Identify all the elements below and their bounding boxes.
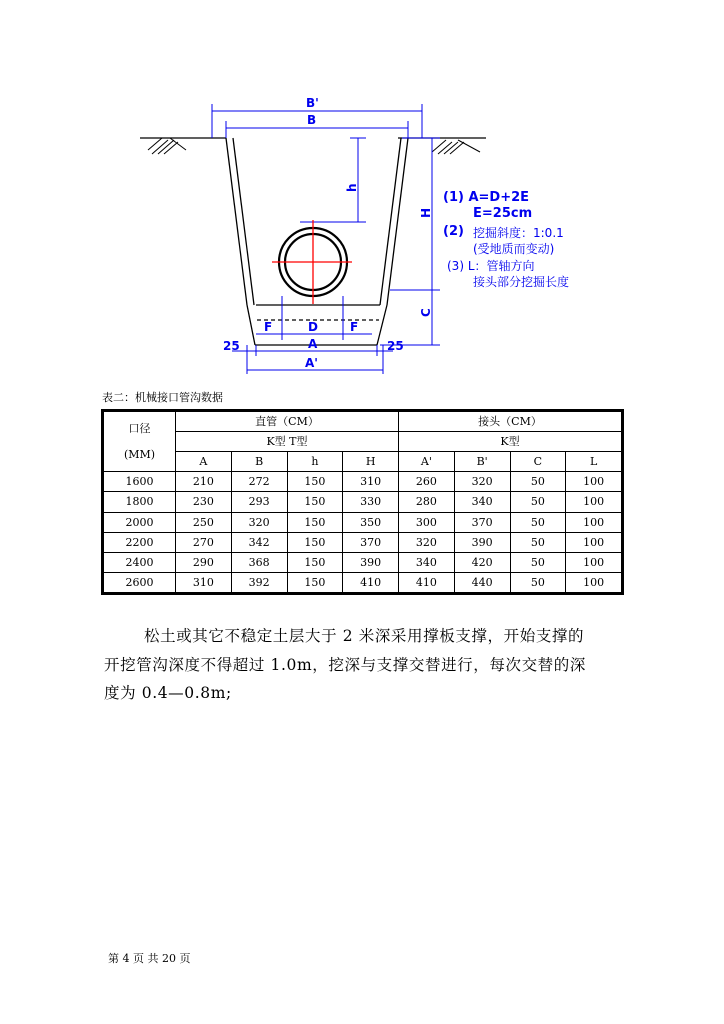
table-cell: 272 — [231, 472, 287, 492]
table-cell: 350 — [343, 512, 399, 532]
table-cell: 1800 — [104, 492, 176, 512]
table-cell: 320 — [231, 512, 287, 532]
soil-hatch-left — [148, 138, 186, 154]
table-cell: 100 — [566, 552, 622, 572]
page-footer: 第 4 页 共 20 页 — [108, 952, 191, 965]
pipe-center-crosshair — [272, 220, 352, 304]
table-cell: 280 — [399, 492, 455, 512]
table-cell: 420 — [454, 552, 510, 572]
table-cell: 368 — [231, 552, 287, 572]
dim-label-h-small: h — [345, 183, 359, 192]
table-cell: 340 — [399, 552, 455, 572]
column-header: h — [287, 452, 343, 472]
table-cell: 50 — [510, 512, 566, 532]
table-cell: 390 — [343, 552, 399, 572]
body-paragraph — [104, 622, 624, 708]
header-joint: 接头（CM） — [399, 412, 622, 432]
table-cell: 320 — [454, 472, 510, 492]
trench-cross-section-diagram — [0, 0, 724, 385]
table-cell: 2600 — [104, 572, 176, 592]
dim-label-b-prime: B' — [306, 96, 319, 110]
table-caption: 表二：机械接口管沟数据 — [102, 391, 223, 404]
soil-hatch-right — [432, 140, 480, 154]
table-cell: 150 — [287, 532, 343, 552]
dim-label-a: A — [308, 337, 318, 351]
note-2-prefix: (2) — [443, 224, 464, 239]
header-straight-pipe: 直管（CM） — [176, 412, 399, 432]
table-cell: 340 — [454, 492, 510, 512]
table-cell: 50 — [510, 572, 566, 592]
note-3-line-1: (3) L：管轴方向 — [447, 259, 535, 273]
column-header: B — [231, 452, 287, 472]
table-cell: 2000 — [104, 512, 176, 532]
table-cell: 370 — [454, 512, 510, 532]
table-cell: 150 — [287, 492, 343, 512]
table-cell: 250 — [176, 512, 232, 532]
table-cell: 50 — [510, 552, 566, 572]
table-row — [104, 512, 622, 532]
bedding-wall-left — [247, 305, 255, 345]
paragraph-line-1: 松土或其它不稳定土层大于 2 米深采用撑板支撑，开始支撑的 — [144, 627, 585, 645]
note-2-line-1: 挖掘斜度：1:0.1 — [473, 226, 564, 240]
paragraph-line-3: 度为 0.4—0.8m; — [104, 684, 232, 702]
table-cell: 410 — [399, 572, 455, 592]
table-cell: 100 — [566, 572, 622, 592]
dim-label-f-left: F — [264, 320, 273, 334]
dim-label-b: B — [307, 113, 317, 127]
note-1-line-1: (1) A=D+2E — [443, 190, 530, 205]
table-cell: 330 — [343, 492, 399, 512]
paragraph-line-2: 开挖管沟深度不得超过 1.0m，挖深与支撑交替进行，每次交替的深 — [104, 655, 586, 674]
table-cell: 150 — [287, 472, 343, 492]
note-1-line-2: E=25cm — [473, 206, 533, 221]
table-cell: 293 — [231, 492, 287, 512]
table-cell: 50 — [510, 472, 566, 492]
table-cell: 342 — [231, 532, 287, 552]
column-header: A' — [399, 452, 455, 472]
table-cell: 270 — [176, 532, 232, 552]
table-cell: 392 — [231, 572, 287, 592]
table-row — [104, 572, 622, 592]
table-cell: 290 — [176, 552, 232, 572]
column-headers — [104, 452, 622, 472]
column-header: A — [176, 452, 232, 472]
table-cell: 150 — [287, 552, 343, 572]
note-2-line-2: (受地质而变动) — [473, 242, 555, 256]
table-cell: 2200 — [104, 532, 176, 552]
column-header: H — [343, 452, 399, 472]
table-row — [104, 552, 622, 572]
dim-label-25-left: 25 — [223, 339, 240, 353]
table-cell: 2400 — [104, 552, 176, 572]
table-cell: 50 — [510, 532, 566, 552]
table-cell: 150 — [287, 512, 343, 532]
table-cell: 440 — [454, 572, 510, 592]
table-cell: 100 — [566, 532, 622, 552]
table-cell: 260 — [399, 472, 455, 492]
note-3-line-2: 接头部分挖掘长度 — [473, 275, 570, 289]
header-joint-type: K型 — [399, 432, 622, 452]
trench-data-table — [101, 409, 624, 595]
column-header: L — [566, 452, 622, 472]
dim-label-c: C — [419, 308, 433, 317]
table-cell: 370 — [343, 532, 399, 552]
table-cell: 320 — [399, 532, 455, 552]
table-cell: 210 — [176, 472, 232, 492]
table-cell: 100 — [566, 512, 622, 532]
table-row — [104, 472, 622, 492]
table-cell: 230 — [176, 492, 232, 512]
column-header: B' — [454, 452, 510, 472]
table-cell: 310 — [343, 472, 399, 492]
table-cell: 150 — [287, 572, 343, 592]
table-cell: 300 — [399, 512, 455, 532]
dim-label-a-prime: A' — [305, 356, 318, 370]
table-row — [104, 532, 622, 552]
table-cell: 100 — [566, 492, 622, 512]
header-straight-pipe-type: K型 T型 — [176, 432, 399, 452]
table-cell: 1600 — [104, 472, 176, 492]
table-row — [104, 492, 622, 512]
header-diameter: 口径 (MM) — [104, 412, 176, 472]
dim-label-d: D — [308, 320, 318, 334]
table-cell: 310 — [176, 572, 232, 592]
bedding-wall-right — [377, 305, 387, 345]
dim-label-25-right: 25 — [387, 339, 404, 353]
column-header: C — [510, 452, 566, 472]
table-cell: 390 — [454, 532, 510, 552]
dim-label-f-right: F — [350, 320, 359, 334]
table-cell: 410 — [343, 572, 399, 592]
dim-label-h: H — [419, 207, 433, 218]
table-cell: 100 — [566, 472, 622, 492]
table-cell: 50 — [510, 492, 566, 512]
